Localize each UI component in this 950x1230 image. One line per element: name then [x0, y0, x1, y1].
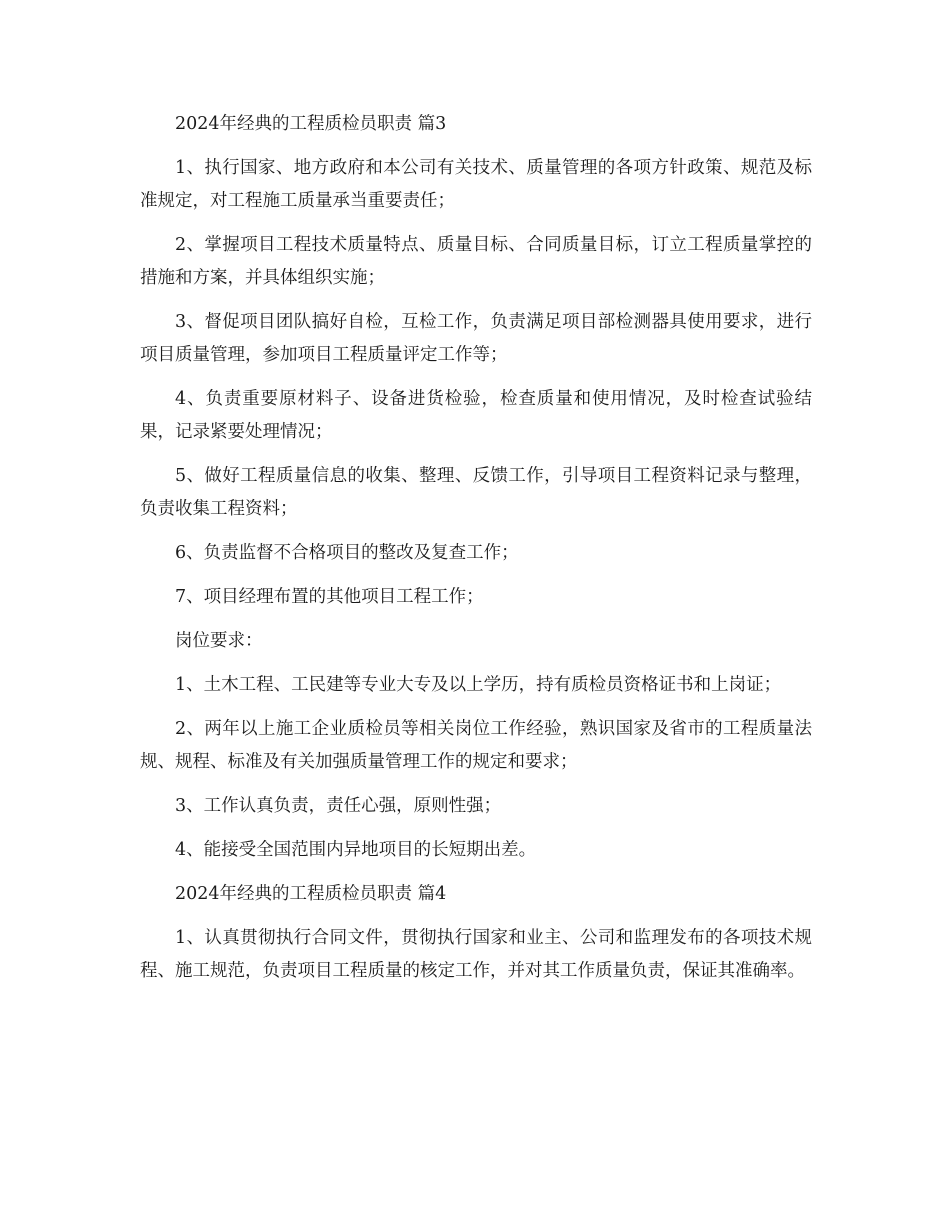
paragraph: 1、执行国家、地方政府和本公司有关技术、质量管理的各项方针政策、规范及标准规定，对工程施工质量承当重要责任； [140, 158, 812, 211]
paragraph: 4、能接受全国范围内异地项目的长短期出差。 [175, 840, 537, 860]
document-body [140, 108, 812, 999]
paragraph: 5、做好工程质量信息的收集、整理、反馈工作，引导项目工程资料记录与整理，负责收集工程资料； [140, 466, 812, 519]
paragraph: 4、负责重要原材料子、设备进货检验，检查质量和使用情况，及时检查试验结果，记录紧要处理情况； [140, 389, 812, 442]
subsection-heading: 岗位要求： [175, 631, 263, 651]
paragraph: 7、项目经理布置的其他项目工程工作； [175, 587, 484, 607]
section-heading: 2024年经典的工程质检员职责 篇3 [175, 114, 447, 134]
section-heading: 2024年经典的工程质检员职责 篇4 [175, 884, 447, 904]
paragraph: 2、掌握项目工程技术质量特点、质量目标、合同质量目标，订立工程质量掌控的措施和方案，并具体组织实施； [140, 235, 812, 288]
paragraph: 2、两年以上施工企业质检员等相关岗位工作经验，熟识国家及省市的工程质量法规、规程、标准及有关加强质量管理工作的规定和要求； [140, 719, 812, 772]
paragraph: 1、认真贯彻执行合同文件，贯彻执行国家和业主、公司和监理发布的各项技术规程、施工规范，负责项目工程质量的核定工作，并对其工作质量负责，保证其准确率。 [140, 928, 812, 981]
paragraph: 1、土木工程、工民建等专业大专及以上学历，持有质检员资格证书和上岗证； [175, 675, 782, 695]
paragraph: 3、工作认真负责，责任心强，原则性强； [175, 796, 502, 816]
paragraph: 3、督促项目团队搞好自检，互检工作，负责满足项目部检测器具使用要求，进行项目质量管理，参加项目工程质量评定工作等； [140, 312, 812, 365]
paragraph: 6、负责监督不合格项目的整改及复查工作； [175, 543, 519, 563]
